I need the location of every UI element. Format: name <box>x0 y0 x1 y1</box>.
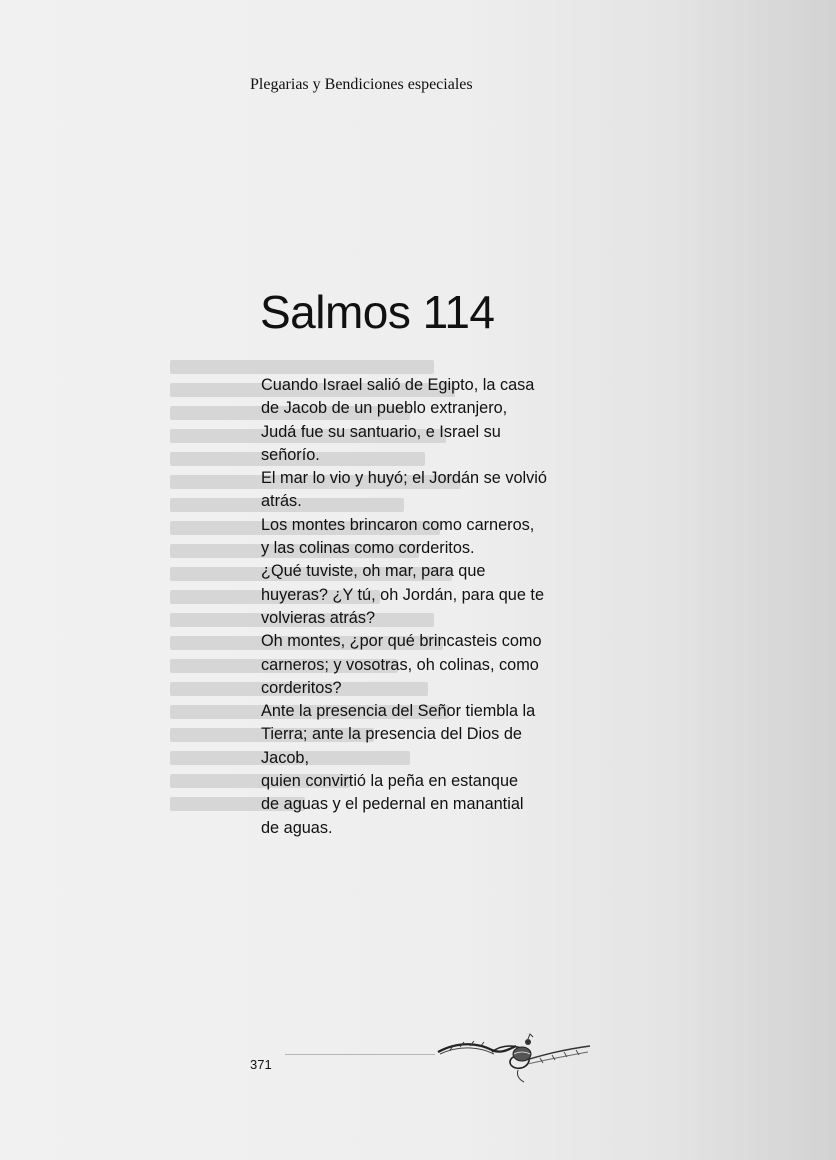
verse-line: Los montes brincaron como carneros, <box>261 515 535 534</box>
verse-line: y las colinas como corderitos. <box>261 539 475 558</box>
verse-line: corderitos? <box>261 678 342 697</box>
running-head: Plegarias y Bendiciones especiales <box>250 76 473 93</box>
page-title: Salmos 114 <box>260 286 495 338</box>
verse-line: atrás. <box>261 492 302 511</box>
verse-line: Ante la presencia del Señor tiembla la <box>261 702 536 721</box>
verse-line: de Jacob de un pueblo extranjero, <box>261 399 508 418</box>
verse-line: Judá fue su santuario, e Israel su <box>261 422 501 441</box>
verse-line: señorío. <box>261 445 320 464</box>
verse-line: de aguas y el pedernal en manantial <box>261 795 524 814</box>
verse-line: Cuando Israel salió de Egipto, la casa <box>261 376 535 394</box>
verse-line: El mar lo vio y huyó; el Jordán se volvió <box>261 469 547 488</box>
verse-line: Oh montes, ¿por qué brincasteis como <box>261 632 542 651</box>
verse-line: volvieras atrás? <box>261 608 376 627</box>
footer-rule <box>285 1054 435 1055</box>
verse-line: ¿Qué tuviste, oh mar, para que <box>261 562 486 581</box>
verse-line: quien convirtió la peña en estanque <box>261 772 519 791</box>
verse-line: de aguas. <box>261 818 333 837</box>
verse-line: Tierra; ante la presencia del Dios de <box>261 725 522 744</box>
verse-line: huyeras? ¿Y tú, oh Jordán, para que te <box>261 585 544 604</box>
psalm-text <box>261 374 591 840</box>
verse-line: Jacob, <box>261 748 309 767</box>
page-number: 371 <box>250 1057 272 1072</box>
floral-ribbon-ornament-icon <box>430 1030 595 1085</box>
verse-line: carneros; y vosotras, oh colinas, como <box>261 655 539 674</box>
